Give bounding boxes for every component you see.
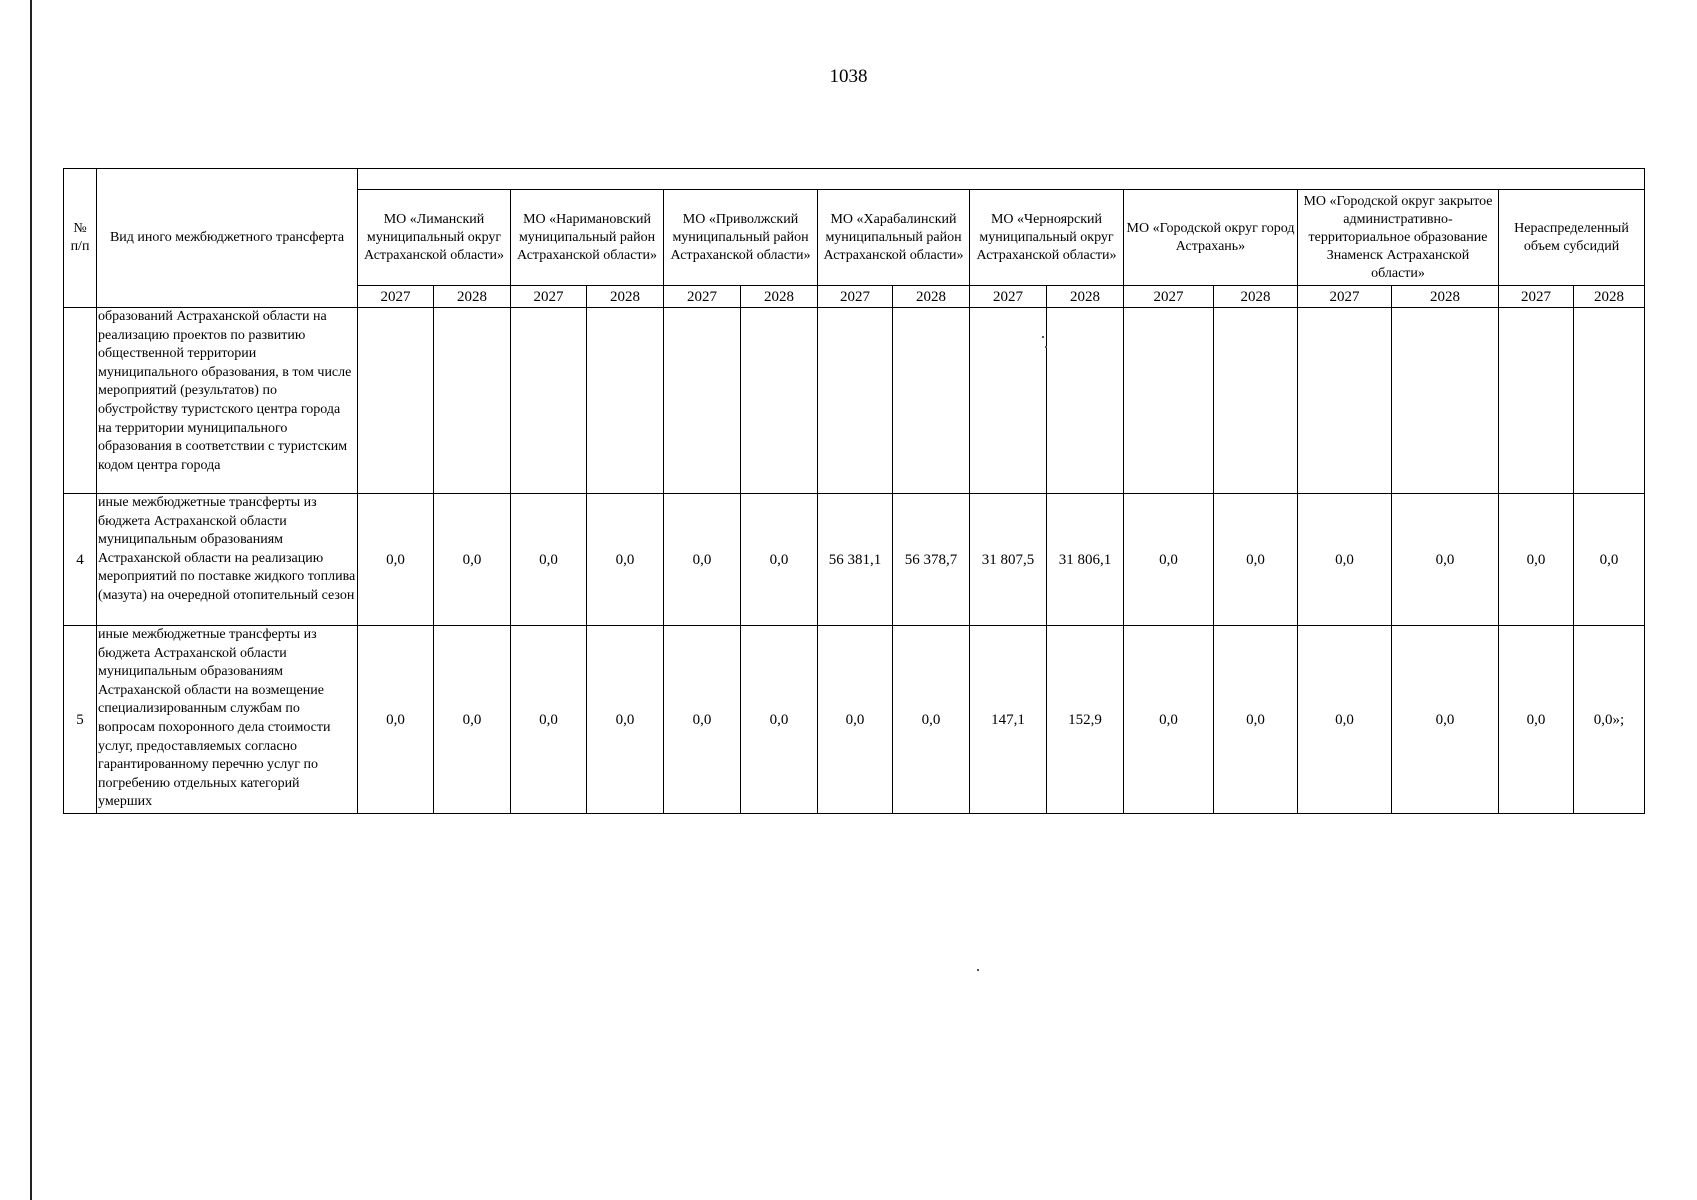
transfer-description: образований Астраханской области на реализацию проектов по развитию общественной территории муниципального образования, в том числе мероприятий (результатов) по обустройству туристского центра города на территории муниципального образования в соответствии с туристским кодом центра города (97, 308, 358, 494)
value-cell: 0,0 (1574, 494, 1645, 626)
year-header: 2028 (587, 286, 664, 308)
value-cell: 0,0 (1214, 494, 1298, 626)
value-cell: 0,0 (1214, 626, 1298, 814)
year-header: 2027 (1499, 286, 1574, 308)
transfer-description: иные межбюджетные трансферты из бюджета Астраханской области муниципальным образованиям Астраханской области на возмещение специализированным службам по вопросам похоронного дела стоимости услуг, предоставляемых согласно гарантированному перечню услуг по погребению отдельных категорий умерших (97, 626, 358, 814)
value-cell (1392, 308, 1499, 494)
row-number-header: № п/п (64, 169, 97, 308)
transfer-distribution-table (63, 168, 1645, 814)
value-cell (434, 308, 511, 494)
value-cell: 0,0 (511, 626, 587, 814)
value-cell: 0,0 (434, 494, 511, 626)
value-cell: 31 806,1 (1047, 494, 1124, 626)
value-cell (970, 308, 1047, 494)
value-cell: 147,1 (970, 626, 1047, 814)
value-cell: 0,0 (1392, 626, 1499, 814)
group-header-kharabalinsky: МО «Харабалинский муниципальный район Астраханской области» (818, 190, 970, 286)
value-cell: 0,0 (741, 494, 818, 626)
binding-margin-line (30, 0, 32, 1200)
group-header-znamensk: МО «Городской округ закрытое административно-территориальное образование Знаменск Астраханской области» (1298, 190, 1499, 286)
year-header: 2027 (818, 286, 893, 308)
value-cell (741, 308, 818, 494)
value-cell (358, 308, 434, 494)
value-cell: 0,0 (1499, 626, 1574, 814)
value-cell: 0,0 (511, 494, 587, 626)
value-cell: 0,0 (358, 494, 434, 626)
value-cell: 0,0 (1124, 494, 1214, 626)
year-header: 2028 (1047, 286, 1124, 308)
table-row (64, 494, 1645, 626)
value-cell: 0,0 (818, 626, 893, 814)
group-header-limansky: МО «Лиманский муниципальный округ Астраханской области» (358, 190, 511, 286)
value-cell: 0,0 (1298, 626, 1392, 814)
value-cell: 0,0 (587, 494, 664, 626)
value-cell: 0,0 (1124, 626, 1214, 814)
transfer-description: иные межбюджетные трансферты из бюджета Астраханской области муниципальным образованиям Астраханской области на реализацию мероприятий по поставке жидкого топлива (мазута) на очередной отопительный сезон (97, 494, 358, 626)
table-row (64, 626, 1645, 814)
value-cell: 31 807,5 (970, 494, 1047, 626)
header-top-band (358, 169, 1645, 190)
group-header-narimanovsky: МО «Наримановский муниципальный район Астраханской области» (511, 190, 664, 286)
value-cell: 0,0 (664, 626, 741, 814)
year-header: 2028 (741, 286, 818, 308)
year-header: 2027 (970, 286, 1047, 308)
transfer-type-header: Вид иного межбюджетного трансферта (97, 169, 358, 308)
value-cell: 0,0 (358, 626, 434, 814)
year-header: 2028 (893, 286, 970, 308)
value-cell: 0,0 (741, 626, 818, 814)
scan-speck (1042, 336, 1044, 338)
table-row (64, 308, 1645, 494)
value-cell: 0,0 (893, 626, 970, 814)
year-header: 2027 (1124, 286, 1214, 308)
year-header: 2027 (1298, 286, 1392, 308)
value-cell: 56 381,1 (818, 494, 893, 626)
value-cell: 0,0 (434, 626, 511, 814)
value-cell: 0,0 (587, 626, 664, 814)
value-cell: 0,0 (1499, 494, 1574, 626)
row-number: 5 (64, 626, 97, 814)
value-cell (893, 308, 970, 494)
value-cell: 152,9 (1047, 626, 1124, 814)
year-header: 2028 (434, 286, 511, 308)
value-cell: 0,0 (1392, 494, 1499, 626)
scan-speck (1045, 346, 1047, 348)
row-number (64, 308, 97, 494)
value-cell: 56 378,7 (893, 494, 970, 626)
value-cell (587, 308, 664, 494)
year-header: 2028 (1574, 286, 1645, 308)
value-cell (664, 308, 741, 494)
value-cell: 0,0»; (1574, 626, 1645, 814)
value-cell (1214, 308, 1298, 494)
group-header-privolzhsky: МО «Приволжский муниципальный район Астраханской области» (664, 190, 818, 286)
year-header: 2027 (664, 286, 741, 308)
group-header-chernoyarsky: МО «Черноярский муниципальный округ Астраханской области» (970, 190, 1124, 286)
value-cell: 0,0 (1298, 494, 1392, 626)
group-header-unallocated: Нераспределенный объем субсидий (1499, 190, 1645, 286)
row-number: 4 (64, 494, 97, 626)
value-cell (511, 308, 587, 494)
value-cell (818, 308, 893, 494)
year-header: 2028 (1392, 286, 1499, 308)
value-cell (1574, 308, 1645, 494)
year-header: 2027 (358, 286, 434, 308)
value-cell: 0,0 (664, 494, 741, 626)
value-cell (1298, 308, 1392, 494)
group-header-astrakhan-city: МО «Городской округ город Астрахань» (1124, 190, 1298, 286)
scan-speck (977, 969, 979, 971)
year-header: 2027 (511, 286, 587, 308)
value-cell (1499, 308, 1574, 494)
page-number: 1038 (829, 66, 868, 87)
value-cell (1047, 308, 1124, 494)
value-cell (1124, 308, 1214, 494)
year-header: 2028 (1214, 286, 1298, 308)
